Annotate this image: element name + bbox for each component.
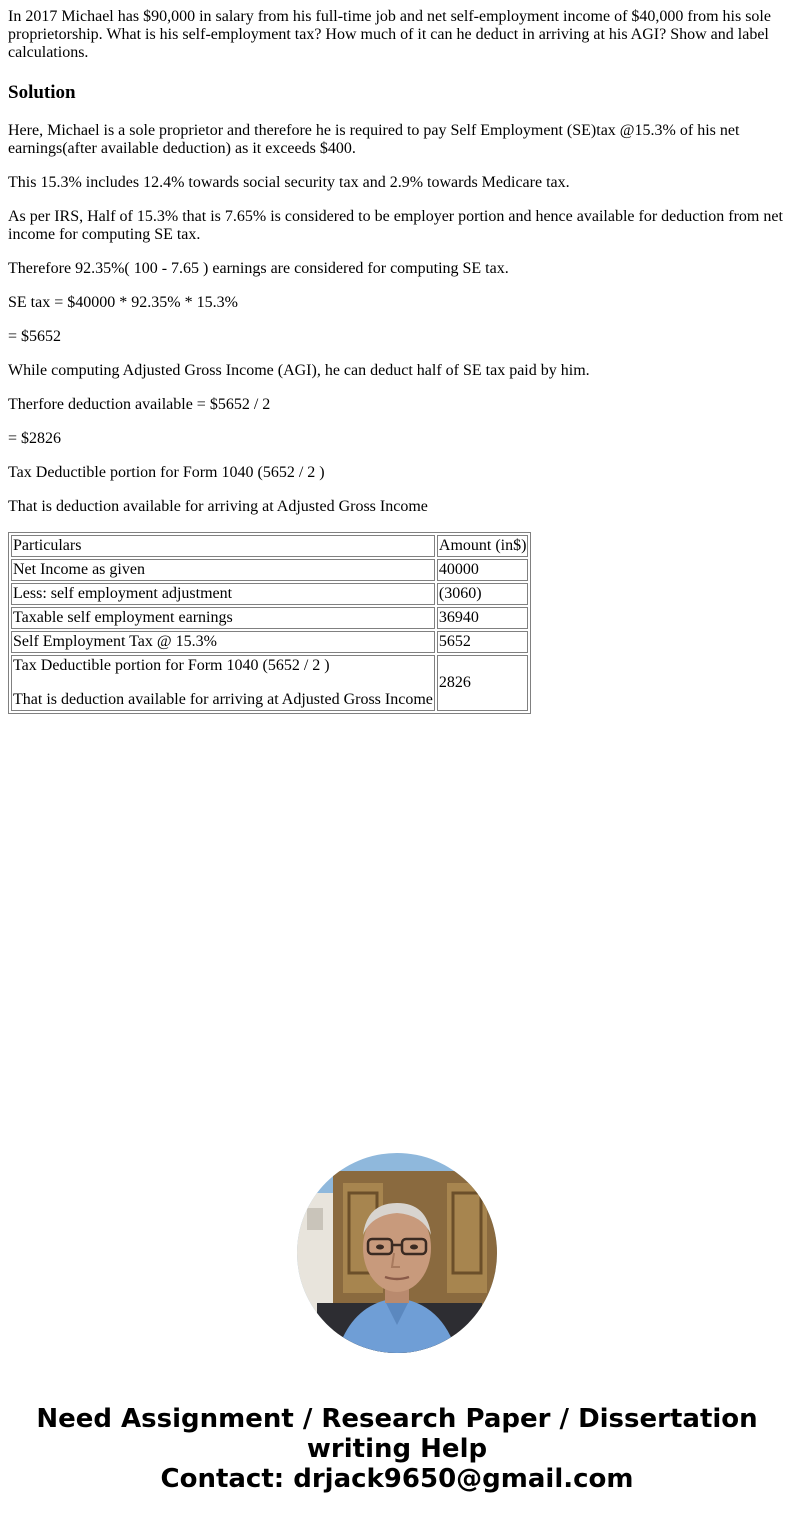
table-header-row [11,535,528,557]
table-cell-line: That is deduction available for arriving at Adjusted Gross Income [13,691,433,708]
question-text: In 2017 Michael has $90,000 in salary from his full-time job and net self-employment income of $40,000 from his sole proprietorship. What is his self-employment tax? How much of it can he deduct in arriving at his AGI? Show and label calculations. [8,8,771,61]
solution-paragraph: Tax Deductible portion for Form 1040 (5652 / 2 ) [8,464,325,481]
table-cell-label: Net Income as given [11,559,435,581]
footer-line: Need Assignment / Research Paper / Dissertation [36,1404,758,1434]
table-header-cell: Amount (in$) [437,535,529,557]
deduction-formula: Therfore deduction available = $5652 / 2 [8,396,271,413]
table-cell-label: Less: self employment adjustment [11,583,435,605]
calculation-table [8,532,531,714]
solution-paragraph: This 15.3% includes 12.4% towards social security tax and 2.9% towards Medicare tax. [8,174,570,191]
footer-contact: Contact: drjack9650@gmail.com [160,1464,634,1494]
document-body [0,0,794,714]
se-tax-result: = $5652 [8,328,62,345]
table-row [11,583,528,605]
table-cell-amount: 5652 [437,631,529,653]
solution-paragraph: As per IRS, Half of 15.3% that is 7.65% is considered to be employer portion and hence available for deduction from net income for computing SE tax. [8,208,783,243]
author-photo [297,1153,497,1353]
table-cell-amount: (3060) [437,583,529,605]
table-row [11,655,528,711]
footer-line: writing Help [306,1434,488,1464]
se-tax-formula: SE tax = $40000 * 92.35% * 15.3% [8,294,238,311]
table-cell-amount: 36940 [437,607,529,629]
table-row [11,631,528,653]
solution-paragraph: That is deduction available for arriving at Adjusted Gross Income [8,498,428,515]
solution-paragraph: Here, Michael is a sole proprietor and therefore he is required to pay Self Employment (SE)tax @15.3% of his net earnings(after available deduction) as it exceeds $400. [8,122,740,157]
table-cell-amount: 2826 [437,655,529,711]
footer-banner [0,1404,794,1494]
table-cell-amount: 40000 [437,559,529,581]
table-header-cell: Particulars [11,535,435,557]
table-cell-label: Self Employment Tax @ 15.3% [11,631,435,653]
table-cell-label: Taxable self employment earnings [11,607,435,629]
table-cell-label [11,655,435,711]
deduction-result: = $2826 [8,430,62,447]
table-row [11,559,528,581]
solution-heading: Solution [8,82,76,103]
author-avatar [297,1153,497,1353]
table-cell-line: Tax Deductible portion for Form 1040 (5652 / 2 ) [13,657,330,674]
table-row [11,607,528,629]
solution-paragraph: Therefore 92.35%( 100 - 7.65 ) earnings are considered for computing SE tax. [8,260,509,277]
solution-paragraph: While computing Adjusted Gross Income (AGI), he can deduct half of SE tax paid by him. [8,362,590,379]
